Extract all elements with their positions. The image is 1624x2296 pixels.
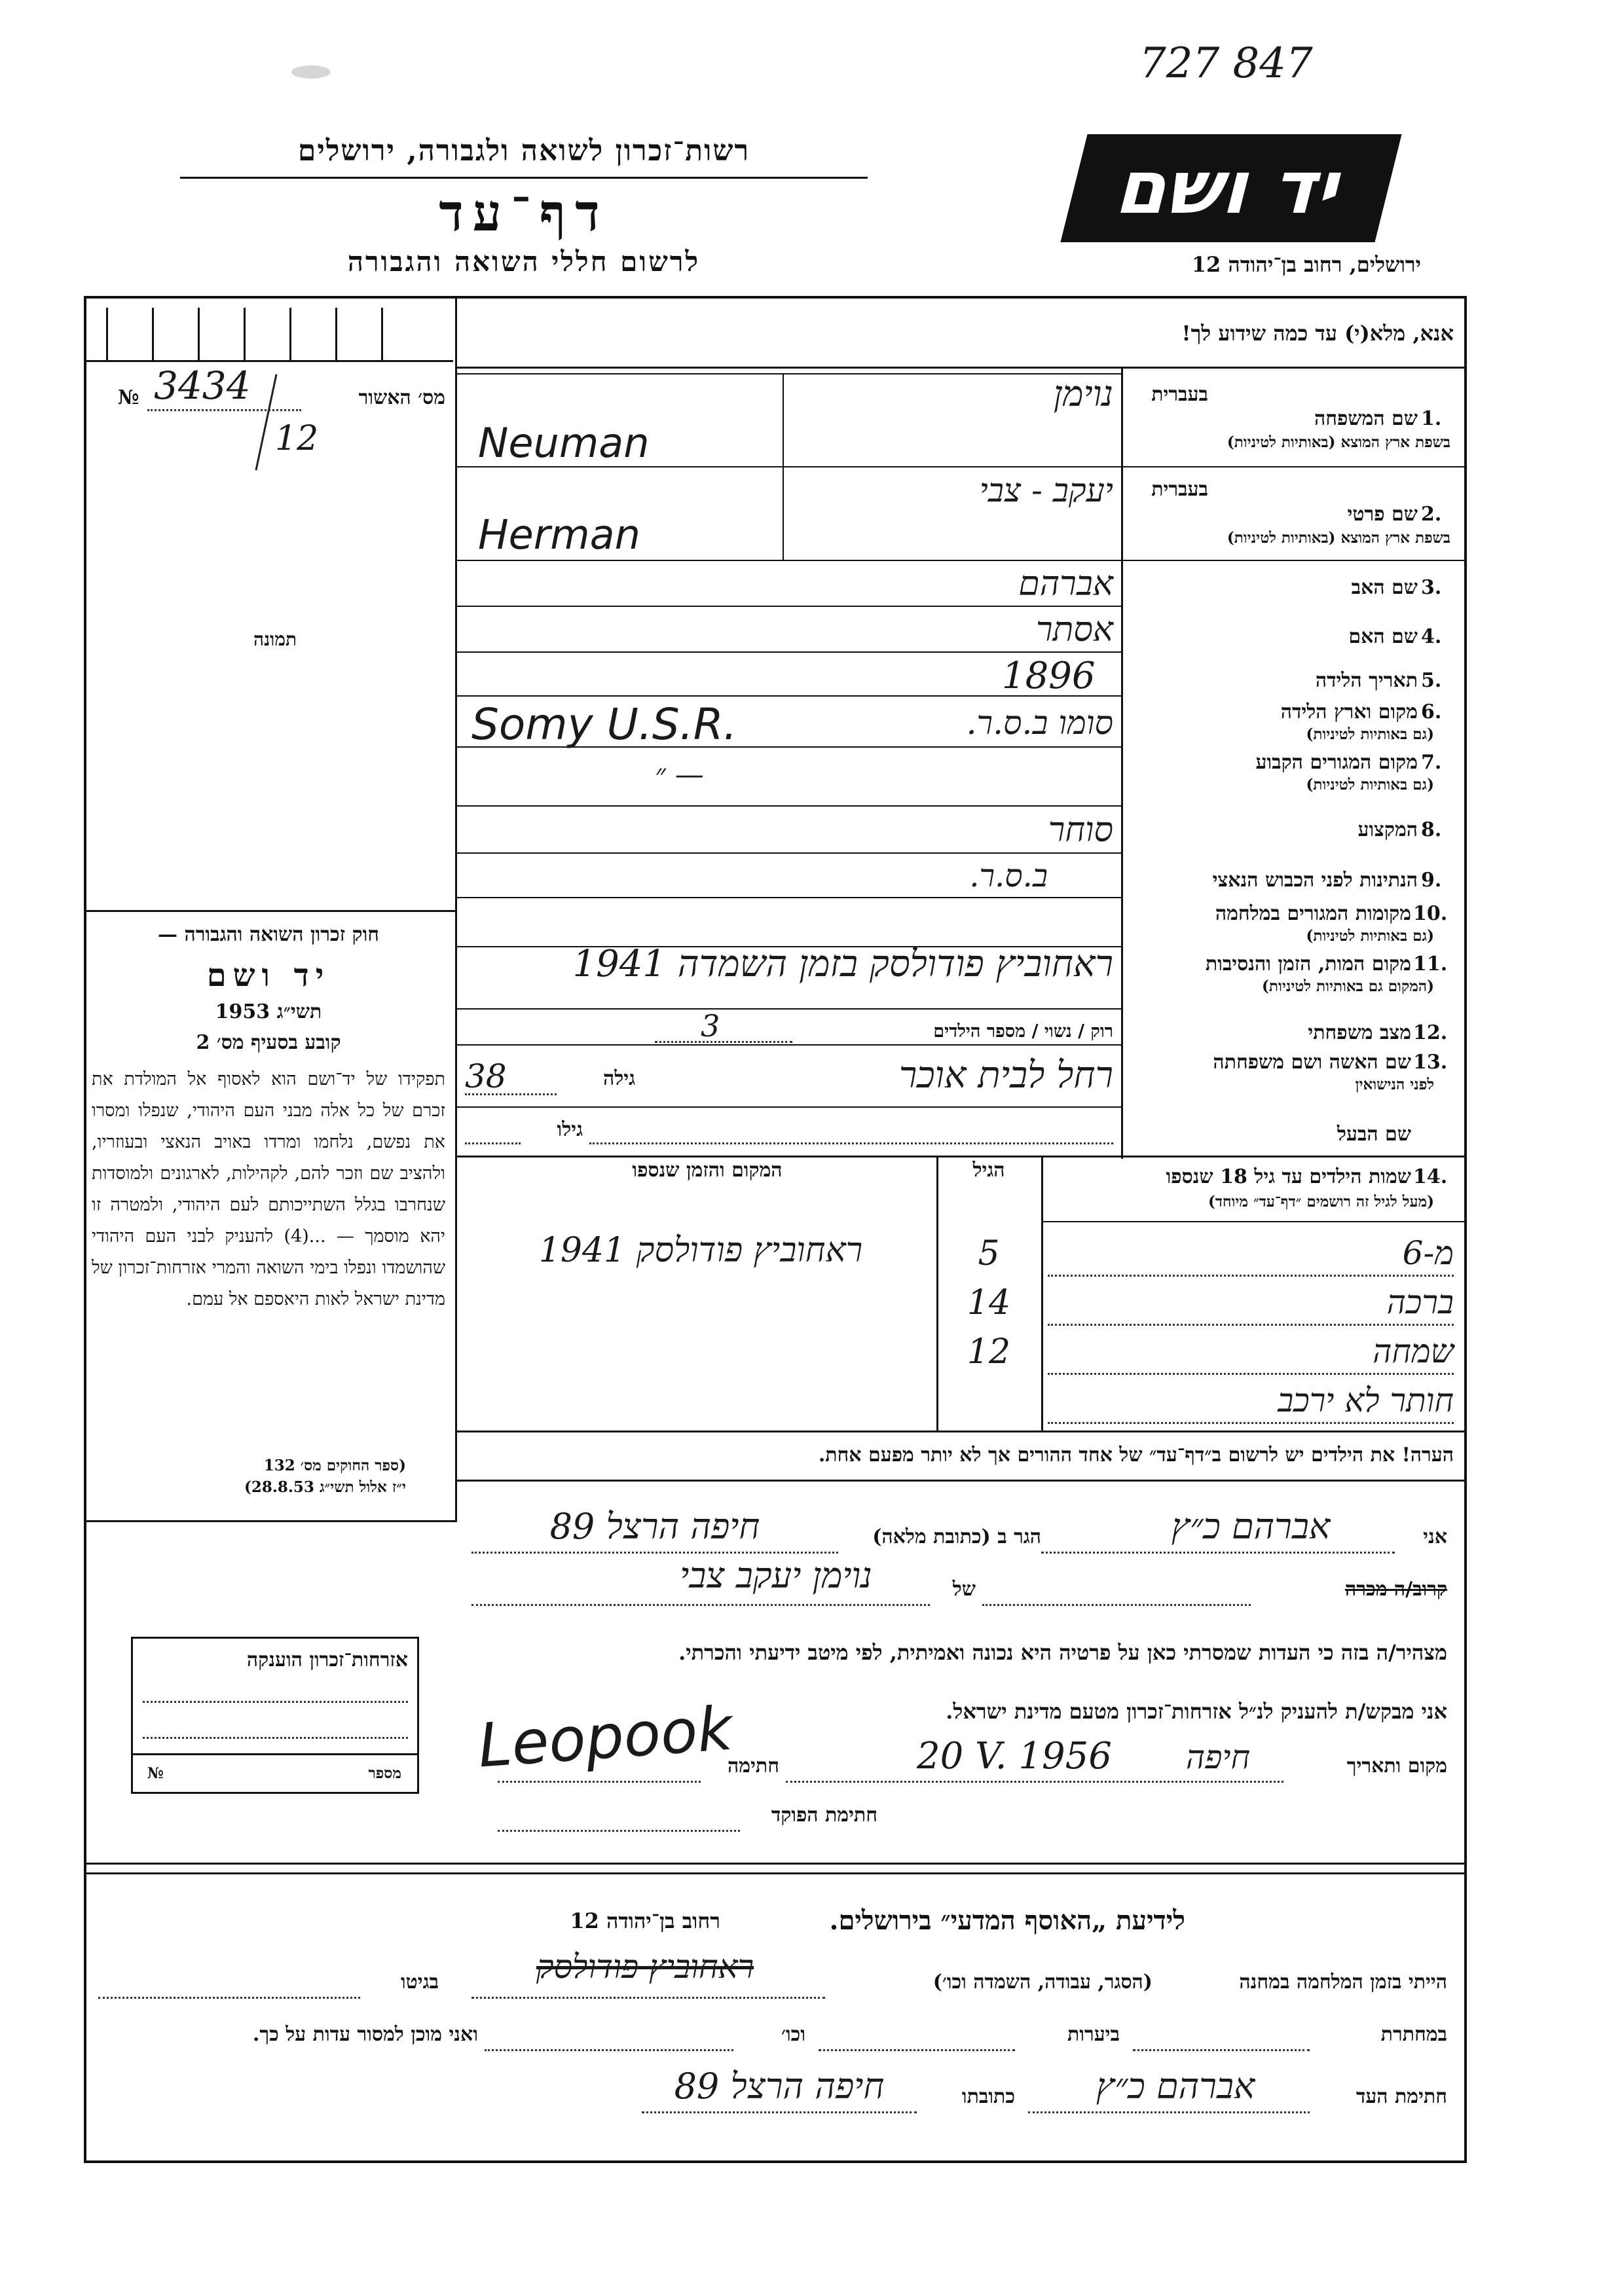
- rule-f8: [455, 852, 1121, 854]
- col-age-header: הגיל: [972, 1159, 1005, 1182]
- decl-relation-line: [982, 1604, 1251, 1606]
- archive-witness-sig: אברהם כ״ץ: [1096, 2066, 1255, 2107]
- citizenship-title: אזרחות־זכרון הוענקה: [246, 1649, 408, 1671]
- archive-file-number: 727 847: [1139, 39, 1313, 88]
- child-name: מ-6: [1402, 1234, 1454, 1272]
- archive-witness-addr-line: [642, 2111, 917, 2113]
- label-column-divider: [1121, 367, 1123, 1159]
- f3-value: אברהם: [1018, 564, 1113, 604]
- instruction: אנא, מלא(י) עד כמה שידוע לך!: [1181, 321, 1454, 346]
- decl-resides-label: הגר ב (כתובת מלאה): [872, 1525, 1041, 1548]
- f1-value-divider: [783, 373, 784, 560]
- note-rule: [455, 1480, 1465, 1482]
- children-bottom-rule: [455, 1430, 1465, 1432]
- f14-label: שמות הילדים עד גיל 18 שנספו: [1166, 1165, 1411, 1188]
- archive-rule-2: [86, 1872, 1465, 1874]
- decl-request: אני מבקש/ת להעניק לנ״ל אזרחות־זכרון מטעם מדינת ישראל.: [946, 1699, 1447, 1724]
- decl-signature-line: [498, 1781, 701, 1783]
- child-row-line: [1048, 1373, 1454, 1375]
- f5-label: תאריך הלידה: [1315, 669, 1418, 692]
- rule-f2: [455, 560, 1121, 561]
- f14-num: 14.: [1413, 1165, 1448, 1188]
- f1-label: שם המשפחה: [1314, 407, 1418, 430]
- photo-area-rule: [86, 910, 455, 912]
- f13-age-label: גילה: [602, 1067, 635, 1090]
- f3-label: שם האב: [1351, 576, 1418, 599]
- archive-forest-line: [819, 2049, 1015, 2051]
- f6-sub: (גם באותיות לטיניות): [1306, 725, 1434, 743]
- archive-witness-addr-label: כתובתו: [961, 2085, 1015, 2108]
- archive-title: לידיעת „האוסף המדעי״ בירושלים.: [829, 1905, 1185, 1936]
- f4-value: אסתר: [1035, 610, 1113, 649]
- f6-value-hebrew: סומו ב.ס.ר.: [966, 704, 1113, 742]
- archive-camp-line: [471, 1997, 825, 1999]
- approval-sub-number: 12: [275, 419, 319, 458]
- approval-number: 3434: [154, 363, 251, 408]
- f11-value: ראחוביץ פודולסק בזמן השמדה 1941: [572, 943, 1113, 985]
- f2-value-hebrew: יעקב - צבי: [979, 471, 1113, 509]
- f2-value-latin: Herman: [478, 511, 640, 558]
- f7-label: מקום המגורים הקבוע: [1255, 751, 1418, 774]
- child-age: 5: [978, 1234, 1000, 1273]
- ink-speck: [291, 65, 331, 79]
- decl-statement: מצהיר/ה בזה כי העדות שמסרתי כאן על פרטיה היא נכונה ואמיתית, לפי מיטב ידיעתי והכרתי.: [678, 1640, 1447, 1665]
- law-citation-1: (ספר החוקים מס׳ 132: [263, 1457, 406, 1474]
- f13-label: שם האשה ושם משפחתה: [1213, 1051, 1411, 1074]
- archive-ghetto-line: [98, 1997, 360, 1999]
- husband-age-label: גילו: [557, 1118, 583, 1141]
- decl-address-line: [471, 1552, 838, 1554]
- rule-f11: [455, 1008, 1121, 1010]
- decl-place-date-label: מקום ותאריך: [1346, 1755, 1447, 1777]
- f13-value: רחל לבית אוכר: [898, 1054, 1113, 1097]
- archive-witness-sig-line: [1028, 2111, 1310, 2113]
- archive-wartime-label: הייתי בזמן המלחמה במחנה: [1239, 1971, 1447, 1994]
- decl-address: חיפה הרצל 89: [549, 1506, 760, 1547]
- f14-sub: (מעל לגיל זה רושמים ״דף־עד״ מיוחד): [1208, 1193, 1434, 1211]
- decl-date: 20 V. 1956: [917, 1735, 1112, 1777]
- citizenship-line-1: [143, 1701, 408, 1703]
- authority-title: רשות־זכרון לשואה ולגבורה, ירושלים: [297, 134, 750, 168]
- decl-clerk-label: חתימת הפוקד: [771, 1804, 877, 1827]
- f7-value: ״ —: [655, 758, 704, 792]
- f12-options: רוק / נשוי / מספר הילדים: [933, 1021, 1113, 1042]
- law-year: תשי״ג 1953: [215, 1000, 322, 1023]
- law-text: תפקידו של יד־ושם הוא לאסוף אל המולדת את זכרם של כל אלה מבני העם היהודי, שנפלו ומסרו את נפשם, נלחמו ומרדו באויב הנאצי ובעוזריו, ולהציב שם וזכר להם, לקהילות, לארגונים ולמוסדות שנחרבו בגלל השתייכותם לעם היהודי, ולמטרה זו יהא מוסמך — ...(4) להעניק לבני העם היהודי שהושמדו ונפלו בימי השואה והמרי אזרחות־זכרון של מדינת ישראל לאות היאספם אל עמם.: [92, 1069, 446, 1309]
- f12-label: מצב משפחתי: [1308, 1021, 1411, 1044]
- f1-hebrew-tag: בעברית: [1151, 383, 1208, 406]
- f12-num: 12.: [1413, 1021, 1448, 1044]
- rule-right-col-f1: [1121, 466, 1465, 467]
- sidebar-bottom-rule: [86, 1520, 457, 1522]
- husband-name-line: [589, 1142, 1113, 1144]
- form-subtitle: לרשום חללי השואה והגבורה: [347, 246, 701, 278]
- photo-label: תמונה: [253, 629, 297, 650]
- approval-line: [147, 409, 301, 411]
- f9-label: הנתינות לפני הכבוש הנאצי: [1212, 869, 1418, 892]
- header-address: ירושלים, רחוב בן־יהודה 12: [1191, 252, 1421, 277]
- child-row-line: [1048, 1324, 1454, 1326]
- children-header-rule: [1041, 1221, 1465, 1222]
- decl-relative-line: [471, 1604, 930, 1606]
- f13-sub: לפני הנישואין: [1355, 1076, 1434, 1093]
- child-place: ראחוביץ פודולסק 1941: [538, 1231, 863, 1270]
- rule-right-col-f2: [1121, 560, 1465, 561]
- f8-value: סוחר: [1048, 811, 1113, 850]
- archive-address: רחוב בן־יהודה 12: [570, 1908, 720, 1933]
- husband-label: שם הבעל: [1337, 1123, 1411, 1146]
- f3-num: 3.: [1421, 576, 1442, 599]
- law-citation-2: י״ז אלול תשי״ג 28.8.53): [244, 1478, 406, 1496]
- decl-i-label: אני: [1423, 1525, 1447, 1548]
- archive-etc-line: [485, 2049, 733, 2051]
- f7-sub: (גם באותיות לטיניות): [1306, 776, 1434, 793]
- col-place-header: המקום והזמן שנספו: [632, 1159, 783, 1182]
- authority-underline: [180, 177, 868, 179]
- f8-label: המקצוע: [1357, 818, 1418, 841]
- instruction-rule: [455, 367, 1465, 369]
- f1-num: 1.: [1421, 407, 1442, 430]
- child-age: 12: [967, 1332, 1011, 1372]
- f2-num: 2.: [1421, 503, 1442, 526]
- f1-sub: בשפת ארץ המוצא (באותיות לטיניות): [1227, 433, 1450, 451]
- approval-label: מס׳ האשור: [358, 386, 445, 409]
- f1-value-hebrew: נוימן: [1053, 373, 1113, 414]
- archive-etc-label: וכו׳: [781, 2023, 805, 2046]
- rule-f9: [455, 897, 1121, 898]
- archive-hiding-line: [1133, 2049, 1310, 2051]
- f9-num: 9.: [1421, 869, 1442, 892]
- f11-label: מקום המות, הזמן והנסיבות: [1205, 953, 1411, 975]
- children-age-col-left: [936, 1156, 938, 1430]
- f1-value-latin: Neuman: [478, 419, 650, 467]
- husband-age-line: [465, 1142, 521, 1144]
- citizenship-box: [131, 1637, 419, 1794]
- f2-hebrew-tag: בעברית: [1151, 478, 1208, 501]
- f6-value-latin: Somy U.S.R.: [471, 699, 737, 750]
- law-title: חוק זכרון השואה והגבורה —: [158, 923, 379, 946]
- children-note: הערה! את הילדים יש לרשום ב״דף־עד״ של אחד ההורים אך לא יותר מפעם אחת.: [818, 1444, 1454, 1467]
- rule-f13: [455, 1106, 1121, 1108]
- approval-no-sign: №: [118, 386, 139, 409]
- archive-camp-types: (הסגר, עבודה, השמדה וכו׳): [932, 1971, 1153, 1994]
- f9-value: ב.ס.ר.: [969, 858, 1048, 894]
- f10-label: מקומות המגורים במלחמה: [1215, 902, 1411, 925]
- children-age-col-right: [1041, 1156, 1043, 1430]
- rule-f7: [455, 805, 1121, 807]
- f2-sub: בשפת ארץ המוצא (באותיות לטיניות): [1227, 529, 1450, 547]
- child-row-line: [1048, 1275, 1454, 1277]
- decl-signature-label: חתימה: [728, 1755, 779, 1777]
- archive-forest-label: ביערות: [1067, 2023, 1120, 2046]
- archive-ghetto-label: בגיטו: [400, 1971, 439, 1994]
- child-name: שמחה: [1373, 1332, 1454, 1370]
- archive-witness-addr: חיפה הרצל 89: [674, 2066, 885, 2107]
- archive-hiding-label: במחתרת: [1380, 2023, 1447, 2046]
- decl-relation-label: קרוב/ה מכרה: [1344, 1578, 1447, 1601]
- f10-num: 10.: [1413, 902, 1448, 925]
- archive-rule-1: [86, 1863, 1465, 1865]
- f6-label: מקום וארץ הלידה: [1280, 701, 1418, 723]
- f5-num: 5.: [1421, 669, 1442, 692]
- f11-sub: (המקום גם באותיות לטיניות): [1262, 977, 1434, 995]
- decl-declarant-line: [1041, 1552, 1395, 1554]
- decl-declarant: אברהם כ״ץ: [1171, 1506, 1331, 1547]
- citizenship-line-2: [143, 1737, 408, 1739]
- law-name: יד ושם: [206, 957, 331, 994]
- rule-f14-top: [455, 1156, 1465, 1157]
- f13-num: 13.: [1413, 1051, 1448, 1074]
- archive-ready-label: ואני מוכן למסור עדות על כך.: [252, 2023, 478, 2046]
- citizenship-no-sign: №: [147, 1764, 164, 1782]
- law-clause: קובע בסעיף מס׳ 2: [196, 1031, 341, 1054]
- f5-value: 1896: [1002, 655, 1096, 697]
- rule-f12: [455, 1044, 1121, 1046]
- f13-age-line: [465, 1093, 557, 1095]
- f12-children-line: [655, 1041, 792, 1043]
- citizenship-number-label: מספר: [368, 1764, 401, 1782]
- rule-f4: [455, 651, 1121, 653]
- f4-num: 4.: [1421, 625, 1442, 648]
- f12-children: 3: [701, 1008, 720, 1044]
- f4-label: שם האם: [1348, 625, 1418, 648]
- decl-relative-of: נוימן יעקב צבי: [680, 1555, 872, 1596]
- child-row-line: [1048, 1422, 1454, 1424]
- decl-of-label: של: [952, 1578, 976, 1601]
- sidebar-divider: [455, 298, 457, 1522]
- form-title: דף־עד: [439, 183, 609, 243]
- f10-sub: (גם באותיות לטיניות): [1306, 927, 1434, 945]
- archive-witness-sig-label: חתימת העד: [1356, 2085, 1447, 2108]
- f8-num: 8.: [1421, 818, 1442, 841]
- f2-label: שם פרטי: [1347, 503, 1418, 526]
- decl-clerk-line: [498, 1830, 740, 1832]
- f11-num: 11.: [1413, 953, 1448, 975]
- child-age: 14: [967, 1283, 1011, 1322]
- citizenship-rule: [133, 1753, 417, 1755]
- f7-num: 7.: [1421, 751, 1442, 774]
- f6-num: 6.: [1421, 701, 1442, 723]
- f13-age: 38: [465, 1057, 507, 1095]
- child-name: חותר לא ירכב: [1278, 1381, 1454, 1419]
- decl-place-date-line: [786, 1781, 1283, 1783]
- approval-code-boxes: [86, 308, 453, 362]
- rule-f3: [455, 606, 1121, 607]
- decl-signature: Leopook: [475, 1693, 735, 1781]
- decl-place: חיפה: [1185, 1738, 1251, 1776]
- child-name: ברכה: [1386, 1283, 1454, 1321]
- yad-vashem-logo: יד ושם: [1060, 134, 1401, 242]
- archive-camp-value: ראחוביץ פודולסק: [536, 1948, 754, 1986]
